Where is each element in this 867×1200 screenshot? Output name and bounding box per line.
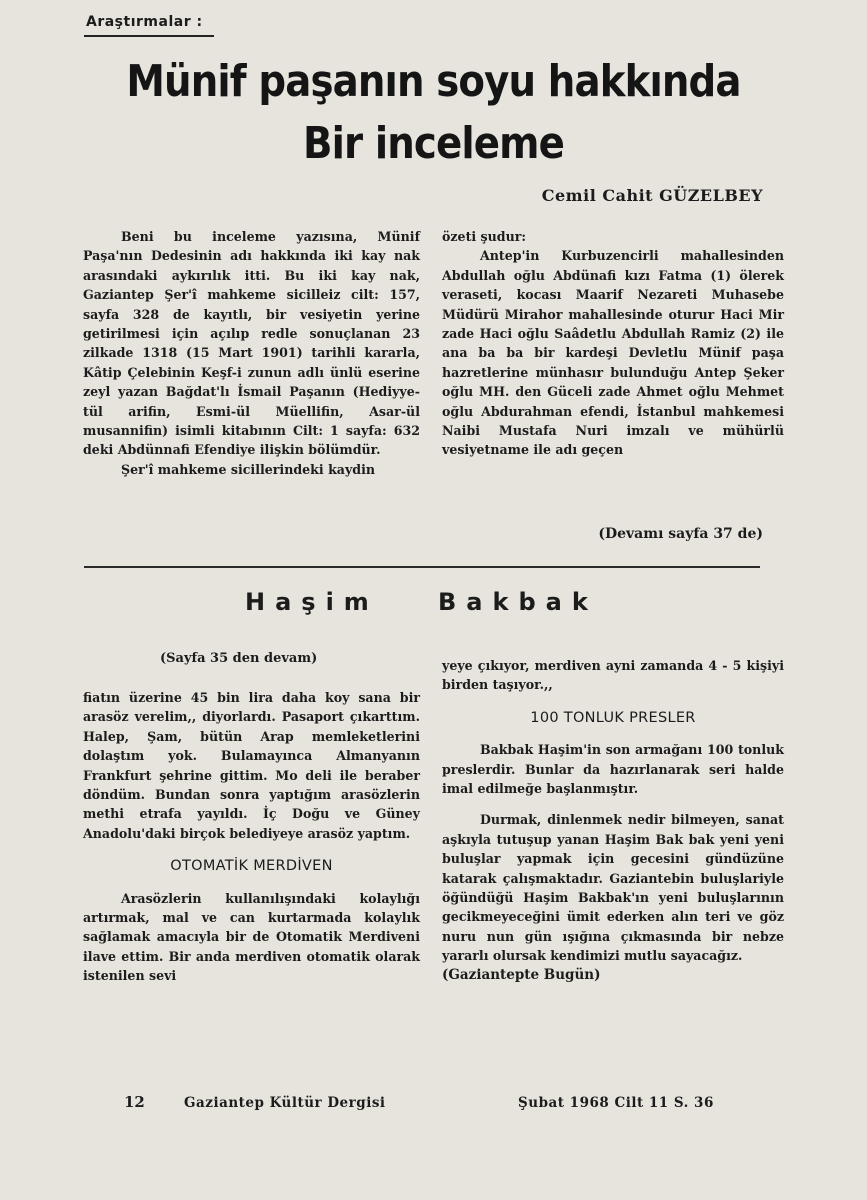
issue-date: Şubat 1968 Cilt 11 S. 36 [518, 1095, 714, 1111]
paragraph: fiatın üzerine 45 bin lira daha koy sana bir arasöz verelim,, diyorlardı. Pasaport çıkarttım. Halep, Şam, bütün Arap memleketlerini dolaştım yok. Bulamayınca Almanyanın Frankfurt şehrine gittim. Mo deli ile beraber döndüm. Bundan sonra yaptığım arasözlerin methi etrafa yayıldı. İç Doğu ve Güney Anadolu'daki birçok belediyeye arasöz yaptım. [83, 690, 420, 841]
article1-right-column [442, 227, 784, 460]
subheading: 100 TONLUK PRESLER [530, 709, 696, 726]
author-byline: Cemil Cahit GÜZELBEY [541, 186, 763, 205]
article-title-line2: Bir inceleme [302, 118, 565, 169]
subheading: OTOMATİK MERDİVEN [170, 858, 333, 875]
article2-title-first: Haşim [245, 588, 379, 616]
page-number: 12 [124, 1093, 145, 1111]
paragraph: Şer'î mahkeme sicillerindeki kaydin [121, 461, 376, 477]
paragraph: Antep'in Kurbuzencirli mahallesinden Abdullah oğlu Abdünafi kızı Fatma (1) ölerek veraseti, kocası Maarif Nezareti Muhasebe Müdürü Mirahor mahallesinde oturur Haci Mir zade Haci oğlu Saâdetlu Abdullah Ramiz (2) ile ana ba ba bir kardeşi Devletlu Münif paşa hazretlerine münhasır bulunduğu Antep Şeker oğlu MH. den Güceli zade Ahmet oğlu Mehmet oğlu Abdurahman efendi, İstanbul mahkemesi Naibi Mustafa Nuri imzalı ve mühürlü vesiyetname ile adı geçen [442, 248, 784, 458]
section-label: Araştırmalar : [86, 14, 203, 30]
continued-from-note: (Sayfa 35 den devam) [160, 651, 318, 666]
section-divider [84, 566, 760, 568]
article2-left-column [83, 688, 420, 986]
paragraph: özeti şudur: [442, 229, 527, 244]
paragraph: Beni bu inceleme yazısına, Münif Paşa'nın Dedesinin adı hakkında iki kay nak arasındaki aykırılık itti. Bu iki kay nak, Gaziantep Şer'î mahkeme sicilleiz cilt: 157, sayfa 328 de kayıtlı, bir vesiyetin yerine getirilmesi için açılıp redle sonuçlanan 23 zilkade 1318 (15 Mart 1901) tarihli kararla, Kâtip Çelebinin Keşf-i zunun adlı ünlü eserine zeyl yazan Bağdat'lı İsmail Paşanın (Hediyye-tül arifin, Esmi-ül Müellifin, Asar-ül musannifin) isimli kitabının Cilt: 1 sayfa: 632 deki Abdünnafi Efendiye ilişkin bölümdür. [83, 229, 420, 458]
section-underline [84, 35, 214, 37]
magazine-name: Gaziantep Kültür Dergisi [184, 1095, 386, 1111]
paragraph: Bakbak Haşim'in son armağanı 100 tonluk preslerdir. Bunlar da hazırlanarak seri halde imal edilmeğe başlanmıştır. [442, 742, 784, 797]
article1-left-column [83, 227, 420, 479]
paragraph: Arasözlerin kullanılışındaki kolaylığı artırmak, mal ve can kurtarmada kolaylık sağlamak amacıyla bir de Otomatik Merdiveni ilave ettim. Bir anda merdiven otomatik olarak istenilen sevi [83, 890, 420, 984]
continued-note: (Devamı sayfa 37 de) [598, 526, 763, 542]
source-note: (Gaziantepte Bugün) [442, 966, 601, 983]
article2-title-last: Bakbak [438, 588, 598, 616]
paragraph: Durmak, dinlenmek nedir bilmeyen, sanat aşkıyla tutuşup yanan Haşim Bak bak yeni yeni buluşlar yapmak için gecesini gündüzüne katarak çalışmaktadır. Gaziantebin buluşlariyle öğündüğü Haşim Bakbak'ın yeni buluşlarının gecikmeyeceğini ümit ederken alın teri ve göz nuru nun gün ışığına çıkmasında bir nebze yararlı olursak kendimizi mutlu sayacağız. [442, 812, 784, 964]
article2-right-column [442, 656, 784, 985]
paragraph: yeye çıkıyor, merdiven ayni zamanda 4 - 5 kişiyi birden taşıyor.,, [442, 658, 784, 693]
article-title-line1: Münif paşanın soyu hakkında [126, 56, 741, 107]
